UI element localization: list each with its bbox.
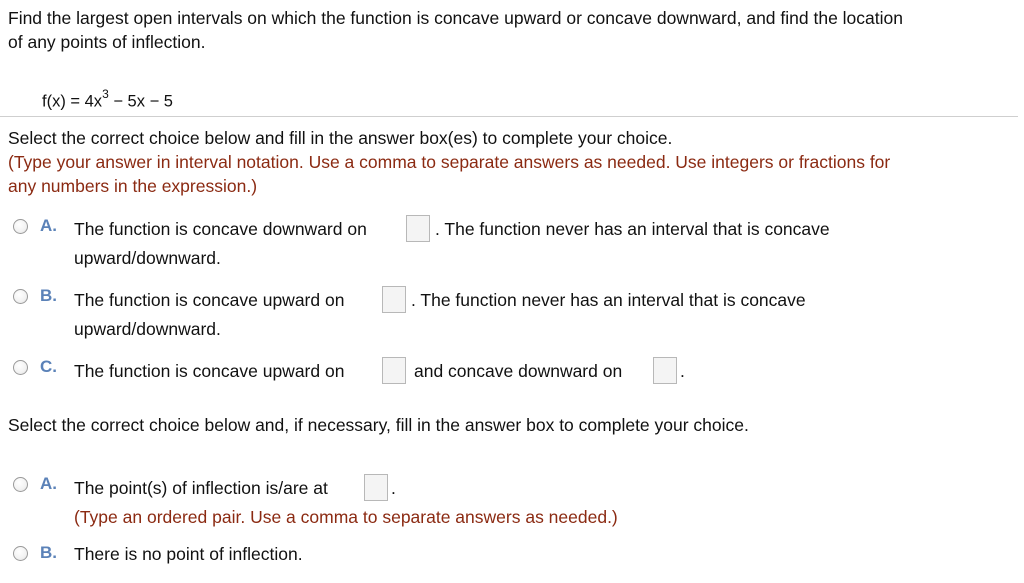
part2-choice-a-hint: (Type an ordered pair. Use a comma to separate answers as needed.) <box>74 507 618 527</box>
part2-choice-b-text: There is no point of inflection. <box>74 544 303 564</box>
part1-choice-c-radio[interactable] <box>13 360 28 375</box>
part2-choice-b-radio[interactable] <box>13 546 28 561</box>
part1-choice-c-text-middle: and concave downward on <box>414 361 623 381</box>
part2-choice-a-text-after: . <box>391 478 396 498</box>
part2-choice-b-letter: B. <box>40 543 57 562</box>
part1-choice-c-letter: C. <box>40 357 57 376</box>
question-text-line2: of any points of inflection. <box>8 32 206 52</box>
question-text-line1: Find the largest open intervals on which the function is concave upward or concave downward, and find the location <box>8 8 903 28</box>
part2-choice-a-text: The point(s) of inflection is/are at <box>74 478 328 498</box>
function-suffix: − 5x − 5 <box>108 92 173 111</box>
function-prefix: f(x) = 4x <box>42 92 103 111</box>
part1-choice-b-text-line2: upward/downward. <box>74 319 221 339</box>
part1-hint-line2: any numbers in the expression.) <box>8 176 258 196</box>
function-exponent: 3 <box>102 87 109 101</box>
part1-choice-b-radio[interactable] <box>13 289 28 304</box>
part1-instruction: Select the correct choice below and fill in the answer box(es) to complete your choice. <box>8 128 673 148</box>
part1-choice-a-answer-box[interactable] <box>406 215 430 242</box>
section-divider <box>0 116 1018 117</box>
part1-choice-c-text: The function is concave upward on <box>74 361 345 381</box>
part2-choice-a-letter: A. <box>40 474 57 493</box>
part1-choice-b-text: The function is concave upward on <box>74 290 345 310</box>
part1-choice-c-answer-box-downward[interactable] <box>653 357 677 384</box>
part1-choice-a-radio[interactable] <box>13 219 28 234</box>
part1-choice-a-text-line2: upward/downward. <box>74 248 221 268</box>
part1-choice-b-text-after: . The function never has an interval that is concave <box>411 290 806 310</box>
part1-choice-c-text-after: . <box>680 361 685 381</box>
part2-instruction: Select the correct choice below and, if necessary, fill in the answer box to complete your choice. <box>8 415 749 435</box>
part2-choice-a-answer-box[interactable] <box>364 474 388 501</box>
part1-choice-c-answer-box-upward[interactable] <box>382 357 406 384</box>
part2-choice-a-radio[interactable] <box>13 477 28 492</box>
part1-choice-a-text-after: . The function never has an interval that is concave <box>435 219 830 239</box>
part1-choice-b-answer-box[interactable] <box>382 286 406 313</box>
function-expression <box>42 84 173 114</box>
part1-choice-a-text: The function is concave downward on <box>74 219 367 239</box>
part1-choice-b-letter: B. <box>40 286 57 305</box>
part1-choice-a-letter: A. <box>40 216 57 235</box>
part1-hint-line1: (Type your answer in interval notation. Use a comma to separate answers as needed. Use integers or fractions for <box>8 152 891 172</box>
